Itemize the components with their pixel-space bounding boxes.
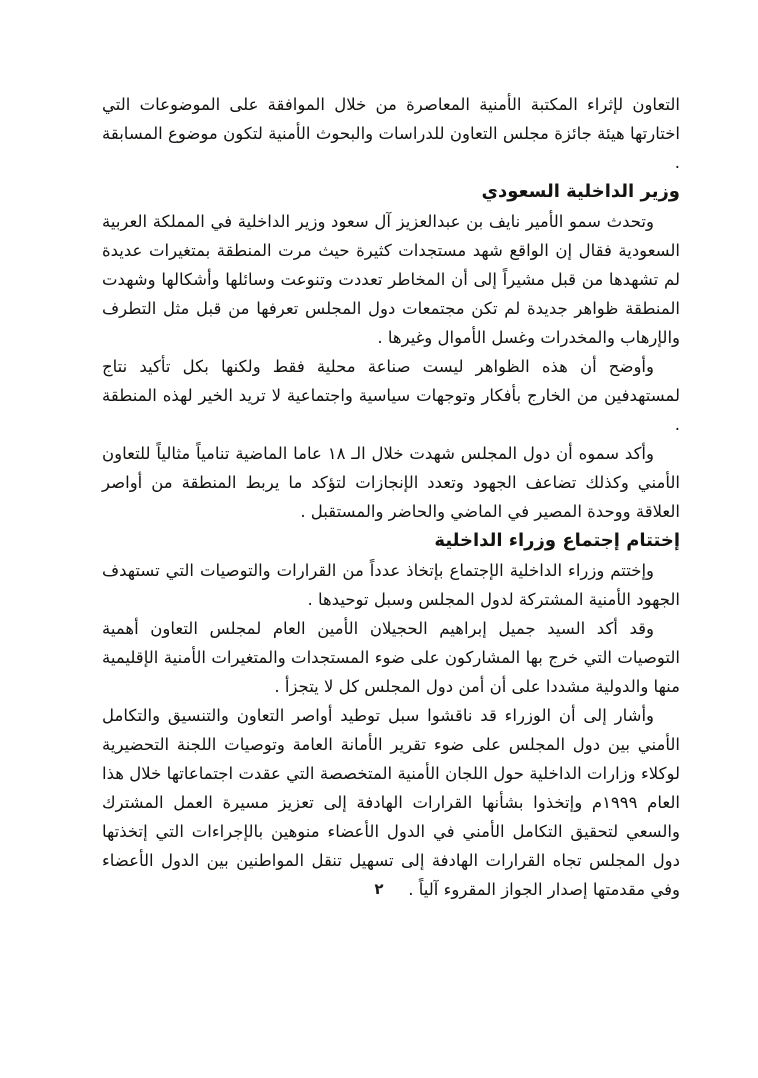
paragraph-award-cooperation: التعاون لإثراء المكتبة الأمنية المعاصرة من خلال الموافقة على الموضوعات التي اختارتها هيئة جائزة مجلس التعاون للدراسات والبحوث الأمنية لتكون موضوع المسابقة . (102, 95, 680, 172)
paragraph-ministers-discussions: وأشار إلى أن الوزراء قد ناقشوا سبل توطيد أواصر التعاون والتنسيق والتكامل الأمني بين دول المجلس على ضوء تقرير الأمانة العامة وتوصيات اللجنة التحضيرية لوكلاء وزارات الداخلية حول اللجان الأمنية المتخصصة التي عقدت اجتماعاتها خلال هذا العام ١٩٩٩م وإتخذوا بشأنها القرارات الهادفة إلى تعزيز مسيرة العمل المشترك والسعي لتحقيق التكامل الأمني في الدول الأعضاء منوهين بالإجراءات التي إتخذتها دول المجلس تجاه القرارات الهادفة إلى تسهيل تنقل المواطنين بين الدول الأعضاء وفي مقدمتها إصدار الجواز المقروء آلياً . (102, 706, 681, 899)
paragraph-secretary-general-statement: وقد أكد السيد جميل إبراهيم الحجيلان الأمين العام لمجلس التعاون أهمية التوصيات التي خرج بها المشاركون على ضوء المستجدات والمتغيرات الأمنية الإقليمية منها والدولية مشددا على أن أمن دول المجلس كل لا يتجزأ . (102, 619, 680, 696)
paragraph-prince-nayef-statement: وتحدث سمو الأمير نايف بن عبدالعزيز آل سعود وزير الداخلية في المملكة العربية السعودية فقال إن الواقع شهد مستجدات كثيرة حيث مرت المنطقة بمتغيرات عديدة لم تشهدها من قبل مشيراً إلى أن المخاطر تعددت وتنوعت وسائلها وأشكالها وشهدت المنطقة ظواهر جديدة لم تكن مجتمعات دول المجلس تعرفها من قبل مثل التطرف والإرهاب والمخدرات وغسل الأموال وغيرها . (102, 212, 680, 347)
document-body (102, 90, 680, 904)
paragraph-phenomena-not-local: وأوضح أن هذه الظواهر ليست صناعة محلية فقط ولكنها بكل تأكيد نتاج لمستهدفين من الخارج بأفكار وتوجهات سياسية واجتماعية لا تريد الخير لهذه المنطقة . (102, 357, 680, 434)
page-number: ٢ (374, 880, 384, 898)
paragraph-meeting-resolutions: وإختتم وزراء الداخلية الإجتماع بإتخاذ عدداً من القرارات والتوصيات التي تستهدف الجهود الأمنية المشتركة لدول المجلس وسبل توحيدها . (102, 561, 680, 609)
heading-meeting-conclusion: إختتام إجتماع وزراء الداخلية (434, 530, 680, 551)
paragraph-18-years-cooperation: وأكد سموه أن دول المجلس شهدت خلال الـ ١٨ عاما الماضية تنامياً مثالياً للتعاون الأمني وكذلك تضاعف الجهود وتعدد الإنجازات لتؤكد ما يربط المنطقة من أواصر العلاقة ووحدة المصير في الماضي والحاضر والمستقبل . (102, 444, 680, 521)
heading-saudi-interior-minister: وزير الداخلية السعودي (481, 181, 680, 202)
